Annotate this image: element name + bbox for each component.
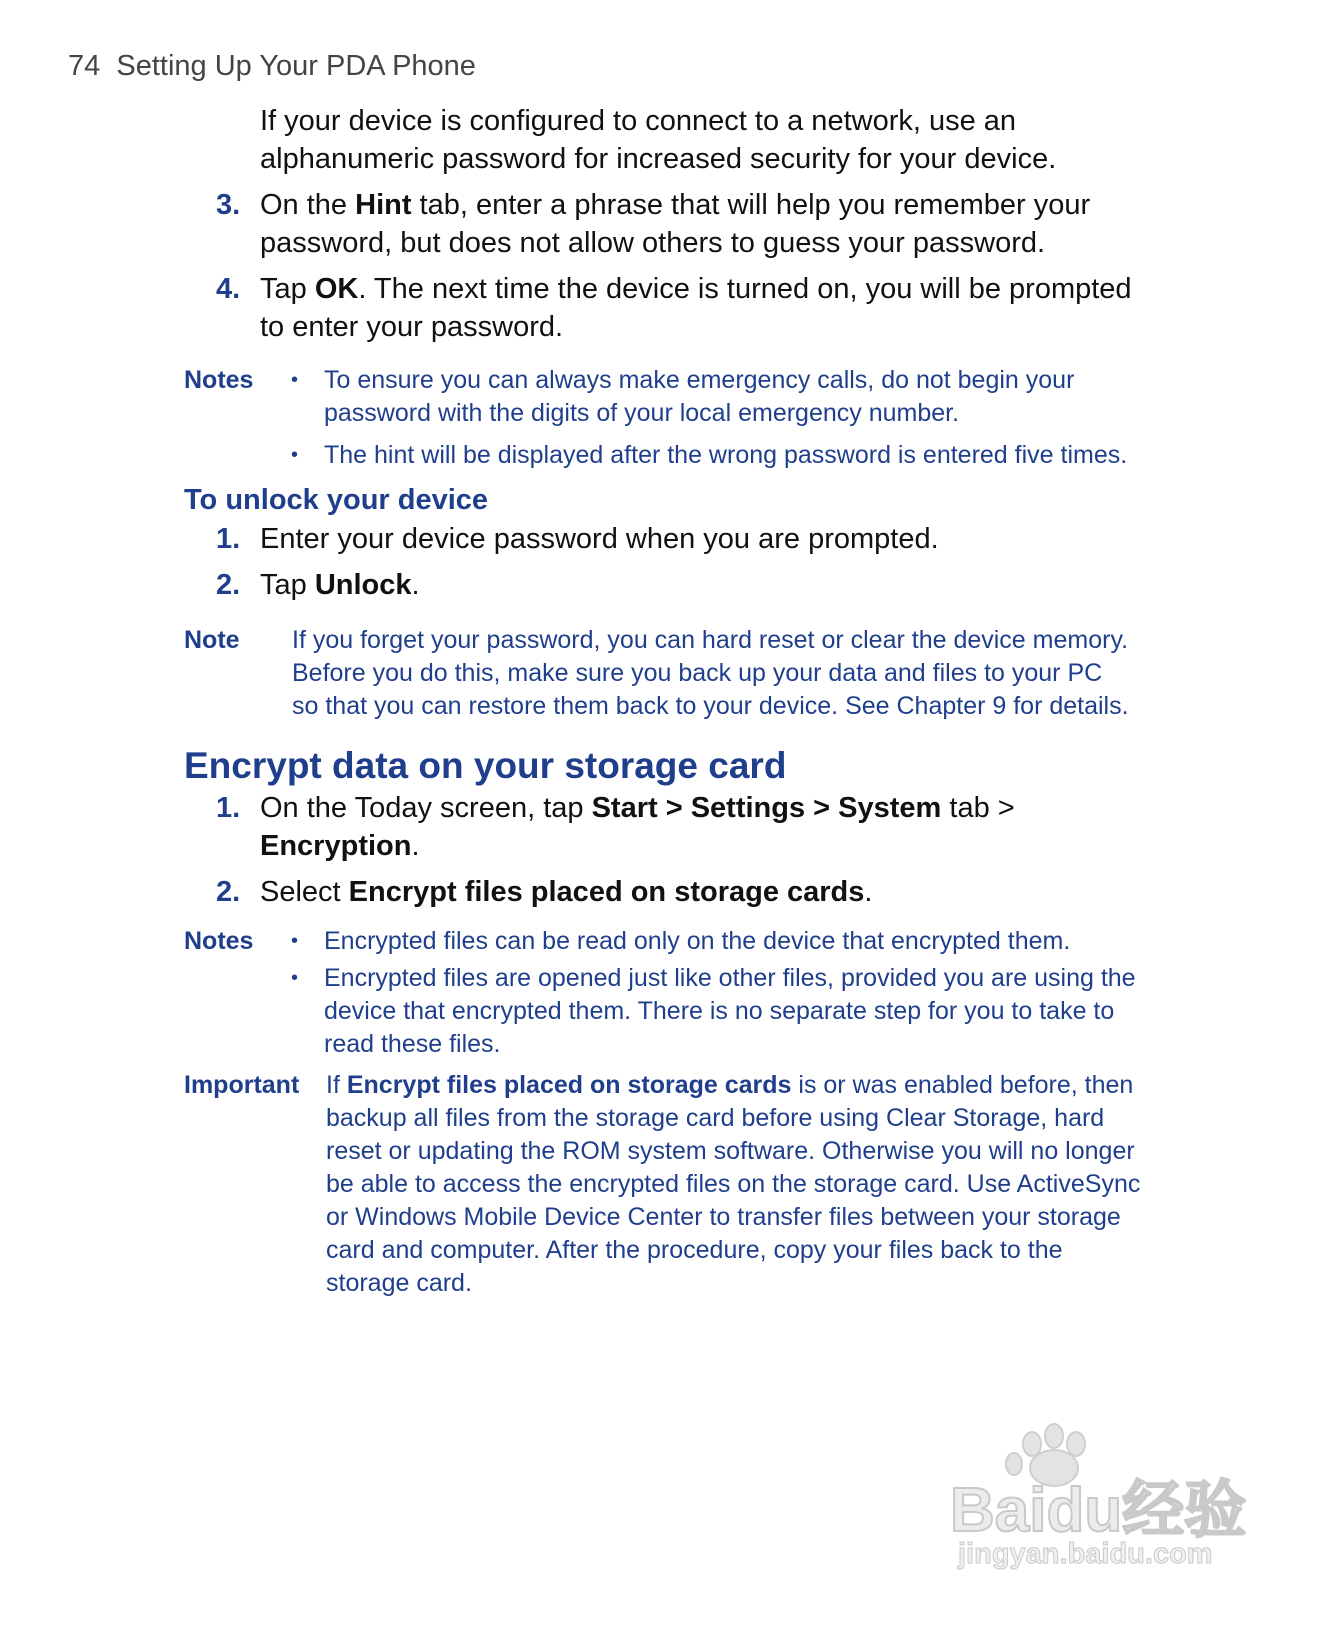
step-number: 2. (216, 876, 241, 908)
step-number: 1. (216, 792, 241, 824)
baidu-watermark (950, 1420, 1270, 1590)
notes-label: Notes (184, 366, 254, 394)
hint-tab-label: Hint (355, 189, 412, 221)
note-label: Note (184, 626, 240, 654)
note-item: The hint will be displayed after the wrong password is entered five times. (324, 441, 1128, 469)
step-number: 3. (216, 189, 241, 221)
note-item: Encrypted files are opened just like other files, provided you are using the device that encrypted them. There is no separate step for you to take to read these files. (324, 964, 1136, 1058)
note-forget-password: If you forget your password, you can hard reset or clear the device memory. Before you do this, make sure you back up your data and files to your PC so that you can restore them back to your device. See Chapter 9 for details. (292, 626, 1129, 720)
bullet-icon: • (291, 930, 299, 952)
step-ok: Tap OK. The next time the device is turned on, you will be prompted to enter your password. (260, 273, 1132, 343)
step-enter-password: Enter your device password when you are prompted. (260, 523, 939, 555)
bullet-icon: • (291, 369, 299, 391)
intro-paragraph: If your device is configured to connect to a network, use an alphanumeric password for increased security for your device. (260, 105, 1057, 175)
step-number: 4. (216, 273, 241, 305)
step-number: 2. (216, 569, 241, 601)
chapter-title: Setting Up Your PDA Phone (116, 50, 476, 82)
step-select-encrypt: Select Encrypt files placed on storage cards. (260, 876, 873, 908)
page-header (68, 50, 476, 83)
step-unlock: Tap Unlock. (260, 569, 420, 601)
note-item: Encrypted files can be read only on the device that encrypted them. (324, 927, 1071, 955)
step-hint: On the Hint tab, enter a phrase that will help you remember your password, but does not allow others to guess your password. (260, 189, 1091, 259)
section-subheading: To unlock your device (184, 484, 489, 516)
section-heading: Encrypt data on your storage card (184, 745, 787, 786)
important-label: Important (184, 1071, 300, 1099)
bullet-icon: • (291, 967, 299, 989)
important-text: If Encrypt files placed on storage cards is or was enabled before, then backup all files from the storage card before using Clear Storage, hard reset or updating the ROM system software. Otherwise you will no longer be able to access the encrypted files on the storage card. Use ActiveSync or Windows Mobile Device Center to transfer files between your storage card and computer. After the procedure, copy your files back to the storage card. (326, 1071, 1141, 1297)
encrypt-option-label: Encrypt files placed on storage cards (346, 1071, 792, 1099)
page-number: 74 (68, 50, 101, 82)
encrypt-option-label: Encrypt files placed on storage cards (348, 876, 865, 908)
note-item: To ensure you can always make emergency calls, do not begin your password with the digits of your local emergency number. (324, 366, 1075, 427)
step-encryption-path: On the Today screen, tap Start > Settings > System tab > Encryption. (260, 792, 1015, 862)
watermark-url: jingyan.baidu.com (958, 1538, 1213, 1570)
watermark-brand: Baidu经验 (950, 1476, 1247, 1545)
unlock-label: Unlock (314, 569, 412, 601)
bullet-icon: • (291, 444, 299, 466)
step-number: 1. (216, 523, 241, 555)
ok-label: OK (314, 273, 359, 305)
notes-label: Notes (184, 927, 254, 955)
